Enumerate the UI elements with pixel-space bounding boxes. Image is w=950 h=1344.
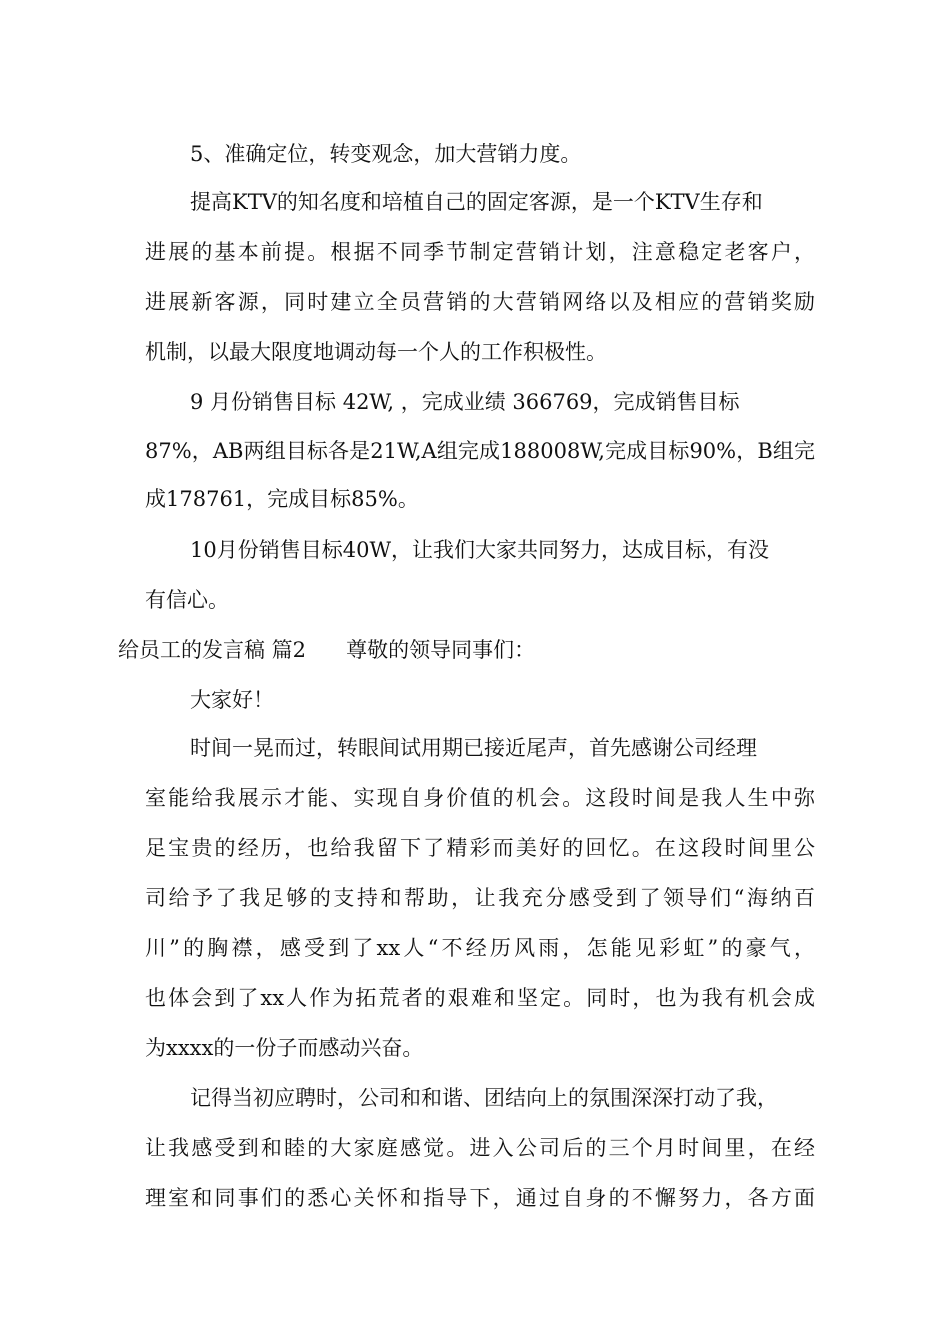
paragraph-line: 10月份销售目标40W，让我们大家共同努力，达成目标，有没 xyxy=(190,538,770,562)
paragraph-line: 足宝贵的经历，也给我留下了精彩而美好的回忆。在这段时间里公 xyxy=(145,836,815,860)
paragraph-line: 理室和同事们的悉心关怀和指导下，通过自身的不懈努力，各方面 xyxy=(145,1186,815,1210)
section-heading: 给员工的发言稿 篇2 尊敬的领导同事们： xyxy=(118,638,536,662)
paragraph-line: 进展新客源，同时建立全员营销的大营销网络以及相应的营销奖励 xyxy=(145,290,815,314)
paragraph-line: 进展的基本前提。根据不同季节制定营销计划，注意稳定老客户， xyxy=(145,240,815,264)
paragraph-line: 室能给我展示才能、实现自身价值的机会。这段时间是我人生中弥 xyxy=(145,786,815,810)
paragraph-line: 时间一晃而过，转眼间试用期已接近尾声，首先感谢公司经理 xyxy=(190,736,757,760)
paragraph-line: 机制，以最大限度地调动每一个人的工作积极性。 xyxy=(145,340,607,364)
paragraph-line: 成178761，完成目标85%。 xyxy=(145,487,419,511)
paragraph-line: 87%，AB两组目标各是21W,A组完成188008W,完成目标90%，B组完 xyxy=(145,439,815,463)
paragraph-line: 川”的胸襟，感受到了xx人“不经历风雨，怎能见彩虹”的豪气， xyxy=(145,936,815,960)
paragraph-line: 9 月份销售目标 42W, ，完成业绩 366769，完成销售目标 xyxy=(190,390,740,414)
paragraph-line: 让我感受到和睦的大家庭感觉。进入公司后的三个月时间里，在经 xyxy=(145,1136,815,1160)
paragraph-line: 5、准确定位，转变观念，加大营销力度。 xyxy=(190,142,582,166)
greeting-line: 大家好！ xyxy=(190,688,274,712)
paragraph-line: 记得当初应聘时，公司和和谐、团结向上的氛围深深打动了我， xyxy=(190,1086,778,1110)
paragraph-line: 有信心。 xyxy=(145,588,229,612)
paragraph-line: 司给予了我足够的支持和帮助，让我充分感受到了领导们“海纳百 xyxy=(145,886,815,910)
paragraph-line: 为xxxx的一份子而感动兴奋。 xyxy=(145,1036,424,1060)
paragraph-line: 提高KTV的知名度和培植自己的固定客源，是一个KTV生存和 xyxy=(190,190,763,214)
paragraph-line: 也体会到了xx人作为拓荒者的艰难和坚定。同时，也为我有机会成 xyxy=(145,986,815,1010)
